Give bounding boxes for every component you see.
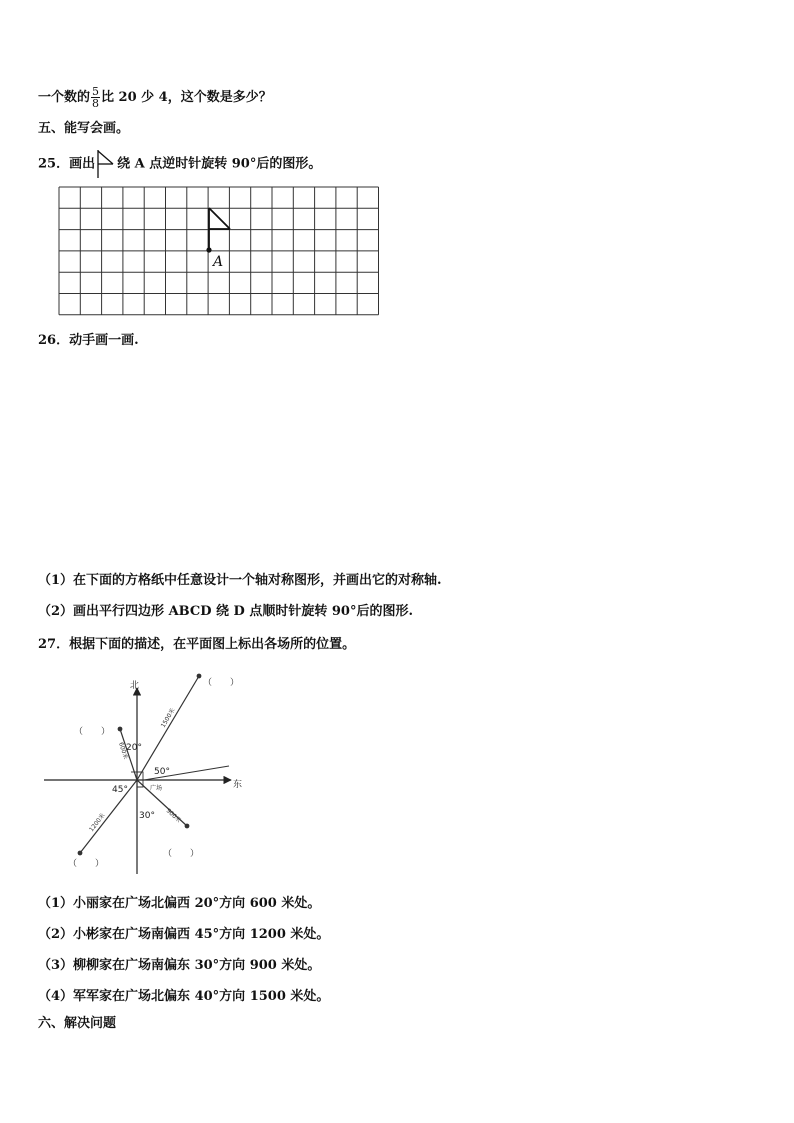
north-label: 北 [130,681,140,691]
ray-northwest-endpoint [118,727,123,732]
ray-southeast-endpoint [185,824,190,829]
question-27-title: 27．根据下面的描述，在平面图上标出各场所的位置。 [38,637,356,652]
fraction-denominator: 8 [92,97,100,110]
point-a-label: A [213,254,224,270]
ray-southwest [80,780,137,853]
answer-blank-se: （ ） [163,849,200,859]
q25-text-after: 绕 A 点逆时针旋转 90°后的图形。 [117,156,322,172]
question-27-item-4: （4）军军家在广场北偏东 40°方向 1500 米处。 [38,989,330,1004]
section-6-title: 六、解决问题 [38,1016,117,1031]
grid-paper [58,186,383,316]
distance-label-se: 900米 [164,807,183,825]
question-27-item-2: （2）小彬家在广场南偏西 45°方向 1200 米处。 [38,927,330,942]
fraction-numerator: 5 [92,85,100,98]
question-26-item-1: （1）在下面的方格纸中任意设计一个轴对称图形，并画出它的对称轴. [38,573,442,588]
flag-shape-icon [96,149,116,179]
section-5-title: 五、能写会画。 [38,121,130,136]
angle-label-nw: 20° [126,743,142,753]
grid-flag-figure [209,208,230,250]
ray-southwest-endpoint [78,851,83,856]
q24-text-after: 比 20 少 4，这个数是多少？ [101,90,272,105]
question-26-item-2: （2）画出平行四边形 ABCD 绕 D 点顺时针旋转 90°后的图形. [38,604,414,619]
question-24 [38,86,272,109]
grid-lines [59,187,379,315]
answer-blank-nw: （ ） [74,727,111,737]
center-label: 广场 [150,785,163,792]
question-27-item-3: （3）柳柳家在广场南偏东 30°方向 900 米处。 [38,958,321,973]
q25-text-before: 25．画出 [38,156,96,172]
fraction-five-eighths [91,86,100,109]
angle-label-sw: 45° [112,785,128,795]
answer-blank-sw: （ ） [68,859,105,869]
question-26-title: 26．动手画一画. [38,333,139,348]
distance-label-ne: 1500米 [159,707,177,730]
ray-northeast-endpoint [197,674,202,679]
answer-blank-ne: （ ） [203,678,240,688]
distance-label-sw: 1200米 [88,812,107,834]
angle-label-ne: 50° [154,767,170,777]
east-label: 东 [233,780,243,790]
q24-text-before: 一个数的 [38,90,91,105]
question-27-item-1: （1）小丽家在广场北偏西 20°方向 600 米处。 [38,896,321,911]
point-a-dot [206,247,211,252]
distance-label-nw: 600米 [117,741,130,761]
ray-northeast [137,676,199,780]
question-25 [38,149,321,179]
position-map [38,666,258,878]
angle-label-se: 30° [139,811,155,821]
